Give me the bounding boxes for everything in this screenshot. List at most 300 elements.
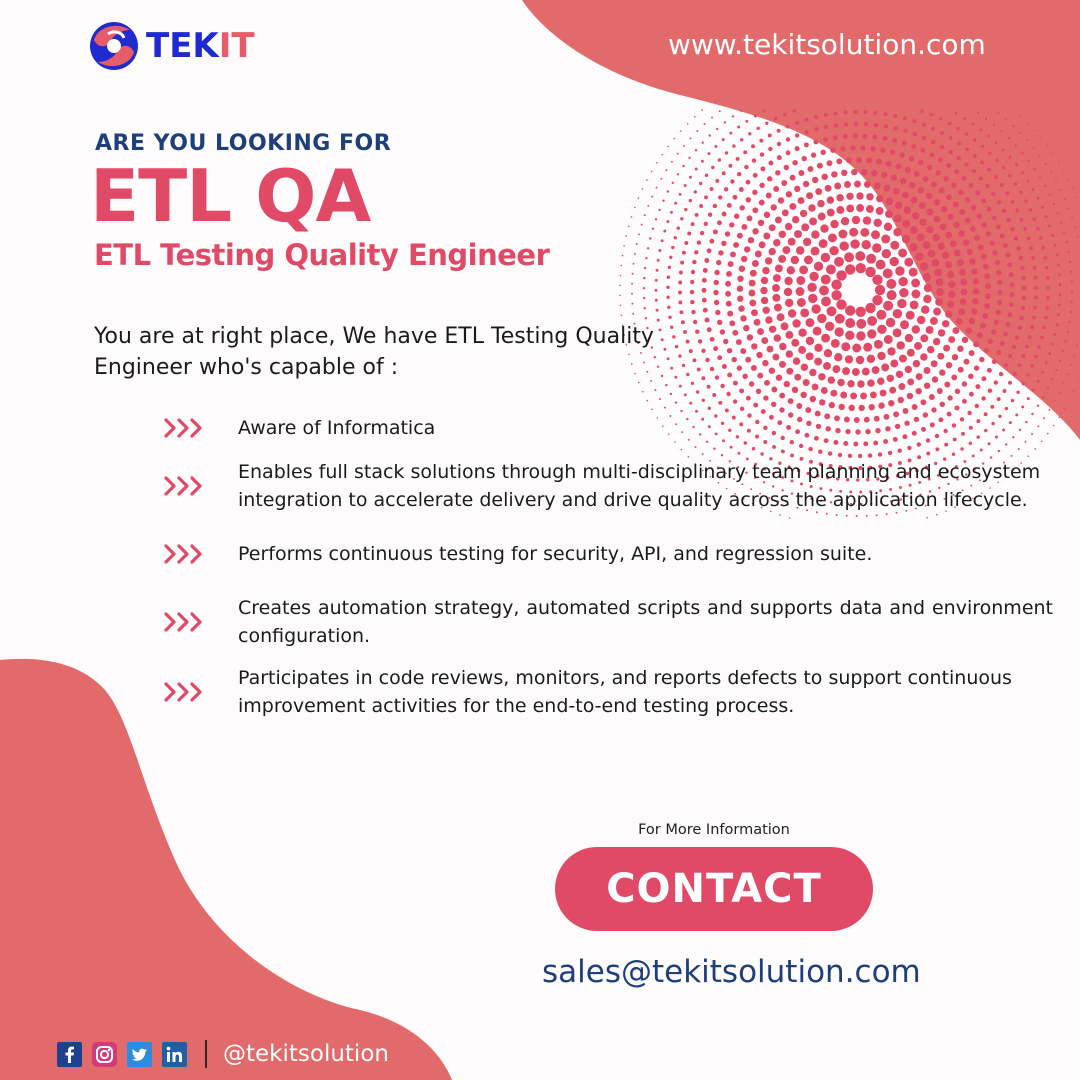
pattern-dot xyxy=(737,296,743,302)
pattern-dot xyxy=(833,135,838,140)
pattern-dot xyxy=(957,346,963,352)
pattern-dot xyxy=(1077,236,1079,238)
pattern-dot xyxy=(883,112,887,116)
pattern-dot xyxy=(667,276,670,279)
social-handle[interactable]: @tekitsolution xyxy=(223,1041,389,1067)
pattern-dot xyxy=(1025,345,1029,349)
pattern-dot xyxy=(777,155,782,160)
pattern-dot xyxy=(702,453,704,455)
pattern-dot xyxy=(1033,218,1036,221)
pattern-dot xyxy=(856,331,865,340)
contact-button[interactable]: CONTACT xyxy=(555,847,873,931)
pattern-dot xyxy=(792,319,800,327)
pattern-dot xyxy=(984,348,989,353)
pattern-dot xyxy=(1026,236,1030,240)
pattern-dot xyxy=(853,134,858,139)
pattern-dot xyxy=(727,373,732,378)
pattern-dot xyxy=(818,450,822,454)
pattern-dot xyxy=(811,304,820,313)
pattern-dot xyxy=(779,393,785,399)
pattern-dot xyxy=(987,135,990,138)
pattern-dot xyxy=(898,249,907,258)
pattern-dot xyxy=(948,336,955,343)
pattern-dot xyxy=(801,223,809,231)
pattern-dot xyxy=(994,175,998,179)
pattern-dot xyxy=(760,452,763,455)
pattern-dot xyxy=(689,402,692,405)
pattern-dot xyxy=(732,330,738,336)
pattern-dot xyxy=(750,270,757,277)
pattern-dot xyxy=(981,396,985,400)
pattern-dot xyxy=(856,307,866,317)
pattern-dot xyxy=(827,196,834,203)
pattern-dot xyxy=(1018,326,1022,330)
pattern-dot xyxy=(744,246,750,252)
pattern-dot xyxy=(1071,291,1073,293)
pattern-dot xyxy=(701,109,703,111)
pattern-dot xyxy=(703,308,708,313)
pattern-dot xyxy=(827,306,837,316)
pattern-dot xyxy=(948,150,952,154)
pattern-dot xyxy=(1027,160,1029,162)
pattern-dot xyxy=(968,374,973,379)
pattern-dot xyxy=(800,308,809,317)
pattern-dot xyxy=(826,265,836,275)
pattern-dot xyxy=(804,255,813,264)
pattern-dot xyxy=(983,263,989,269)
pattern-dot xyxy=(972,169,976,173)
pattern-dot xyxy=(701,160,704,163)
pattern-dot xyxy=(977,332,983,338)
pattern-dot xyxy=(646,179,648,181)
pattern-dot xyxy=(945,232,952,239)
pattern-dot xyxy=(1053,203,1055,205)
pattern-dot xyxy=(703,268,708,273)
pattern-dot xyxy=(913,132,917,136)
pattern-dot xyxy=(973,278,979,284)
pattern-dot xyxy=(830,390,837,397)
subtitle: ETL Testing Quality Engineer xyxy=(94,238,550,272)
pattern-dot xyxy=(945,261,952,268)
pattern-dot xyxy=(769,368,775,374)
pattern-dot xyxy=(796,276,805,285)
pattern-dot xyxy=(708,152,711,155)
pattern-dot xyxy=(994,320,999,325)
pattern-dot xyxy=(972,454,975,457)
pattern-dot xyxy=(691,270,695,274)
pattern-dot xyxy=(642,391,644,393)
pattern-dot xyxy=(1067,331,1069,333)
pattern-dot xyxy=(1009,292,1014,297)
pattern-dot xyxy=(631,283,633,285)
pattern-dot xyxy=(621,315,623,317)
pattern-dot xyxy=(895,163,901,169)
pattern-dot xyxy=(1046,306,1049,309)
pattern-dot xyxy=(867,355,875,363)
pattern-dot xyxy=(751,365,757,371)
pattern-dot xyxy=(753,403,758,408)
pattern-dot xyxy=(1067,251,1069,253)
pattern-dot xyxy=(679,271,683,275)
pattern-dot xyxy=(771,387,777,393)
pattern-dot xyxy=(1060,189,1062,191)
pattern-dot xyxy=(1056,323,1059,326)
pattern-dot xyxy=(987,168,991,172)
pattern-dot xyxy=(786,125,790,129)
pattern-dot xyxy=(1058,283,1061,286)
pattern-dot xyxy=(764,212,770,218)
pattern-dot xyxy=(845,318,855,328)
pattern-dot xyxy=(996,350,1001,355)
pattern-dot xyxy=(996,270,1001,275)
pattern-dot xyxy=(834,123,838,127)
pattern-dot xyxy=(835,327,844,336)
pattern-dot xyxy=(748,132,751,135)
pattern-dot xyxy=(1045,163,1047,165)
pattern-dot xyxy=(759,241,766,248)
twitter-icon[interactable] xyxy=(127,1042,152,1067)
pattern-dot xyxy=(788,238,796,246)
pattern-dot xyxy=(743,150,747,154)
pattern-dot xyxy=(699,182,702,185)
pattern-dot xyxy=(749,381,754,386)
pattern-dot xyxy=(794,230,802,238)
pattern-dot xyxy=(948,291,955,298)
pattern-dot xyxy=(1022,382,1025,385)
pattern-dot xyxy=(1021,354,1025,358)
pattern-dot xyxy=(803,181,809,187)
pattern-dot xyxy=(834,183,841,190)
pattern-dot xyxy=(930,113,933,116)
pattern-dot xyxy=(709,239,714,244)
pattern-dot xyxy=(940,131,944,135)
pattern-dot xyxy=(986,231,991,236)
capability-text: Aware of Informatica xyxy=(238,417,436,439)
pattern-dot xyxy=(714,145,717,148)
pattern-dot xyxy=(1048,352,1051,355)
pattern-dot xyxy=(710,367,714,371)
pattern-dot xyxy=(1008,174,1011,177)
pattern-dot xyxy=(836,514,838,516)
pattern-dot xyxy=(696,390,699,393)
pattern-dot xyxy=(939,369,945,375)
pattern-dot xyxy=(642,188,644,190)
pattern-dot xyxy=(900,178,906,184)
pattern-dot xyxy=(771,204,777,210)
pattern-dot xyxy=(876,514,878,516)
pattern-dot xyxy=(793,357,800,364)
pattern-dot xyxy=(680,410,682,412)
pattern-dot xyxy=(1006,322,1011,327)
pattern-dot xyxy=(866,515,868,517)
pattern-dot xyxy=(745,120,748,123)
pattern-dot xyxy=(845,264,855,274)
pattern-dot xyxy=(763,307,770,314)
pattern-dot xyxy=(700,231,704,235)
pattern-dot xyxy=(1012,125,1014,127)
pattern-dot xyxy=(795,133,799,137)
capability-item xyxy=(163,664,1053,720)
pattern-dot xyxy=(1002,148,1005,151)
pattern-dot xyxy=(844,110,848,114)
pattern-dot xyxy=(936,288,944,296)
pattern-dot xyxy=(975,384,980,389)
pattern-dot xyxy=(973,154,977,158)
pattern-dot xyxy=(795,146,800,151)
pattern-dot xyxy=(644,214,646,216)
pattern-dot xyxy=(683,330,687,334)
pattern-dot xyxy=(899,355,907,363)
pattern-dot xyxy=(733,195,738,200)
pattern-dot xyxy=(695,410,698,413)
pattern-dot xyxy=(747,334,753,340)
pattern-dot xyxy=(885,210,893,218)
pattern-dot xyxy=(809,272,818,281)
pattern-dot xyxy=(948,122,951,125)
pattern-dot xyxy=(928,250,936,258)
pattern-dot xyxy=(728,164,732,168)
pattern-dot xyxy=(929,152,934,157)
pattern-dot xyxy=(917,233,925,241)
pattern-dot xyxy=(722,138,725,141)
pattern-dot xyxy=(638,197,640,199)
pattern-dot xyxy=(696,130,698,132)
pattern-dot xyxy=(818,213,826,221)
pattern-dot xyxy=(970,226,976,232)
pattern-dot xyxy=(890,257,899,266)
pattern-dot xyxy=(1041,206,1044,209)
pattern-dot xyxy=(846,193,853,200)
pattern-dot xyxy=(756,352,762,358)
pattern-dot xyxy=(1009,156,1012,159)
pattern-dot xyxy=(902,141,907,146)
pattern-dot xyxy=(935,447,939,451)
facebook-icon[interactable] xyxy=(57,1042,82,1067)
pattern-dot xyxy=(926,209,933,216)
pattern-dot xyxy=(725,281,731,287)
pattern-dot xyxy=(874,123,878,127)
triple-chevron-right-icon xyxy=(163,474,238,498)
pattern-dot xyxy=(1073,390,1075,392)
triple-chevron-right-icon xyxy=(163,416,238,440)
pattern-dot xyxy=(695,330,699,334)
pattern-dot xyxy=(694,116,696,118)
pattern-dot xyxy=(985,184,989,188)
pattern-dot xyxy=(999,372,1003,376)
contact-email-link[interactable]: sales@tekitsolution.com xyxy=(542,954,921,990)
pattern-dot xyxy=(872,275,882,285)
pattern-dot xyxy=(1057,313,1060,316)
pattern-dot xyxy=(963,117,966,120)
pattern-dot xyxy=(809,217,817,225)
pattern-dot xyxy=(620,275,622,277)
pattern-dot xyxy=(715,310,720,315)
pattern-dot xyxy=(1015,144,1017,146)
pattern-dot xyxy=(799,444,803,448)
pattern-dot xyxy=(796,287,805,296)
pattern-dot xyxy=(926,517,928,519)
pattern-dot xyxy=(774,117,777,120)
website-link[interactable]: www.tekitsolution.com xyxy=(668,28,986,61)
pattern-dot xyxy=(888,451,892,455)
pattern-dot xyxy=(733,242,739,248)
pattern-dot xyxy=(1017,246,1021,250)
pattern-dot xyxy=(792,387,798,393)
pattern-dot xyxy=(743,374,748,379)
pattern-dot xyxy=(732,144,735,147)
pattern-dot xyxy=(756,389,761,394)
pattern-dot xyxy=(804,142,809,147)
pattern-dot xyxy=(957,142,961,146)
pattern-dot xyxy=(1032,188,1035,191)
pattern-dot xyxy=(942,320,949,327)
pattern-dot xyxy=(902,235,910,243)
pattern-dot xyxy=(953,222,959,228)
pattern-dot xyxy=(753,173,758,178)
pattern-dot xyxy=(722,171,726,175)
pattern-dot xyxy=(684,241,688,245)
pattern-dot xyxy=(1044,256,1047,259)
pattern-dot xyxy=(1000,130,1002,132)
pattern-dot xyxy=(785,331,793,339)
pattern-dot xyxy=(860,228,869,237)
pattern-dot xyxy=(852,216,860,224)
pattern-dot xyxy=(910,300,919,309)
pattern-dot xyxy=(881,172,887,178)
pattern-dot xyxy=(933,216,940,223)
pattern-dot xyxy=(823,362,831,370)
pattern-dot xyxy=(776,375,782,381)
pattern-dot xyxy=(830,148,835,153)
pattern-dot xyxy=(798,346,806,354)
pattern-dot xyxy=(785,223,792,230)
pattern-dot xyxy=(831,280,841,290)
pattern-dot xyxy=(807,283,816,292)
pattern-dot xyxy=(781,180,787,186)
pattern-dot xyxy=(855,251,865,261)
pattern-dot xyxy=(631,293,633,295)
pattern-dot xyxy=(762,267,769,274)
pattern-dot xyxy=(913,360,920,367)
pattern-dot xyxy=(921,148,926,153)
pattern-dot xyxy=(835,314,845,324)
pattern-dot xyxy=(802,156,807,161)
pattern-dot xyxy=(1070,364,1072,366)
pattern-dot xyxy=(775,170,780,175)
pattern-dot xyxy=(1045,215,1048,218)
pattern-dot xyxy=(668,316,671,319)
pattern-dot xyxy=(997,290,1002,295)
pattern-dot xyxy=(863,216,871,224)
pattern-dot xyxy=(981,145,984,148)
pattern-dot xyxy=(730,446,733,449)
pattern-dot xyxy=(682,165,684,167)
social-divider xyxy=(205,1040,207,1068)
pattern-dot xyxy=(775,264,783,272)
pattern-dot xyxy=(684,208,687,211)
pattern-dot xyxy=(984,303,990,309)
pattern-dot xyxy=(987,368,992,373)
pattern-dot xyxy=(1027,397,1030,400)
pattern-dot xyxy=(974,235,980,241)
pattern-dot xyxy=(683,145,685,147)
pattern-dot xyxy=(836,158,842,164)
pattern-dot xyxy=(1029,208,1032,211)
pattern-dot xyxy=(1022,286,1026,290)
pattern-dot xyxy=(814,344,822,352)
pattern-dot xyxy=(923,295,931,303)
pattern-dot xyxy=(874,340,883,349)
pattern-dot xyxy=(903,129,907,133)
pattern-dot xyxy=(774,334,781,341)
pattern-dot xyxy=(698,339,702,343)
pattern-dot xyxy=(940,223,947,230)
pattern-dot xyxy=(911,144,916,149)
pattern-dot xyxy=(741,256,747,262)
pattern-dot xyxy=(904,206,911,213)
pattern-dot xyxy=(1020,218,1024,222)
pattern-dot xyxy=(965,217,971,223)
pattern-dot xyxy=(694,190,697,193)
pattern-dot xyxy=(714,270,719,275)
pattern-dot xyxy=(1021,405,1024,408)
pattern-dot xyxy=(1011,455,1013,457)
pattern-dot xyxy=(918,187,924,193)
pattern-dot xyxy=(675,345,678,348)
pattern-dot xyxy=(752,158,756,162)
pattern-dot xyxy=(693,320,697,324)
pattern-dot xyxy=(1034,130,1036,132)
pattern-dot xyxy=(794,186,800,192)
linkedin-icon[interactable] xyxy=(162,1042,187,1067)
pattern-dot xyxy=(831,171,837,177)
pattern-dot xyxy=(836,299,846,309)
pattern-dot xyxy=(643,287,645,289)
pattern-dot xyxy=(995,260,1000,265)
pattern-dot xyxy=(786,191,792,197)
pattern-dot xyxy=(789,517,791,519)
pattern-dot xyxy=(743,325,749,331)
pattern-dot xyxy=(655,299,658,302)
pattern-dot xyxy=(876,207,884,215)
pattern-dot xyxy=(1007,262,1012,267)
pattern-dot xyxy=(702,399,705,402)
pattern-dot xyxy=(1076,345,1078,347)
pattern-dot xyxy=(628,226,630,228)
pattern-dot xyxy=(939,117,942,120)
pattern-dot xyxy=(1037,197,1040,200)
pattern-dot xyxy=(877,378,884,385)
pattern-dot xyxy=(838,453,842,457)
pattern-dot xyxy=(863,134,868,139)
pattern-dot xyxy=(724,187,728,191)
pattern-dot xyxy=(821,334,830,343)
pattern-dot xyxy=(757,328,764,335)
pattern-dot xyxy=(688,157,690,159)
pattern-dot xyxy=(870,146,875,151)
pattern-dot xyxy=(1042,246,1045,249)
pattern-dot xyxy=(787,266,795,274)
pattern-dot xyxy=(1008,354,1012,358)
pattern-dot xyxy=(969,350,975,356)
pattern-dot xyxy=(933,338,940,345)
pattern-dot xyxy=(821,275,831,285)
pattern-dot xyxy=(1070,311,1072,313)
bottom-left-blob xyxy=(0,659,452,1080)
pattern-dot xyxy=(1005,443,1007,445)
instagram-icon[interactable] xyxy=(92,1042,117,1067)
pattern-dot xyxy=(857,380,864,387)
